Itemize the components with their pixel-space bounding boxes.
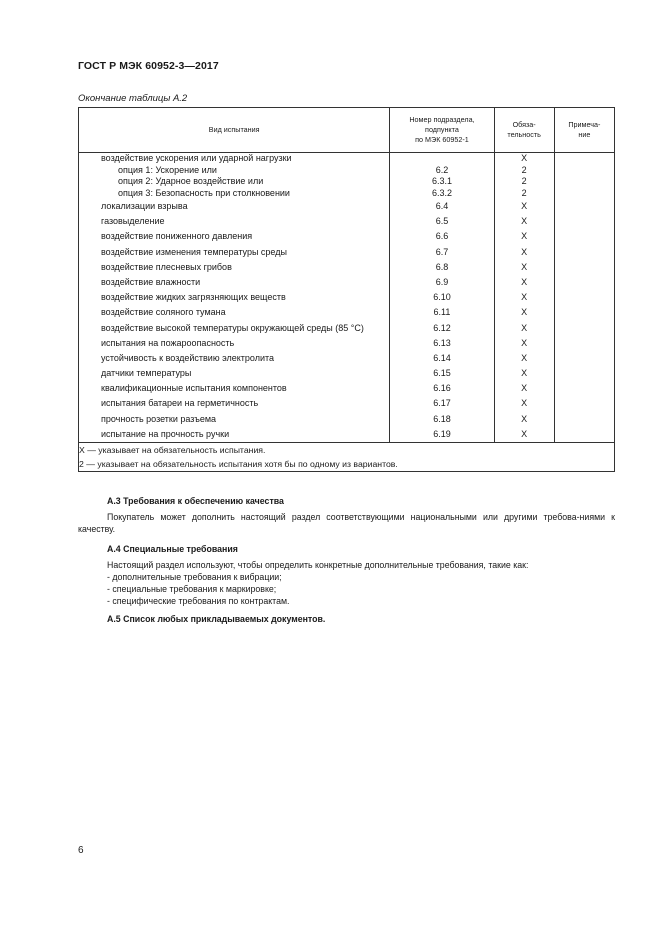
section-a5 <box>78 613 615 625</box>
table-cell-name: квалификационные испытания компонентов <box>101 383 287 394</box>
table-cell-req: 2 <box>521 187 527 198</box>
table-cell-ref: 6.3.2 <box>431 187 452 198</box>
table-cell-name: устойчивость к воздействию электролита <box>101 352 275 363</box>
table-cell-ref: 6.15 <box>433 368 451 379</box>
col-header-note: Примеча- ние <box>554 108 614 153</box>
table-cell-name: воздействие жидких загрязняющих веществ <box>101 292 286 303</box>
table-cell-ref: 6.6 <box>435 231 449 242</box>
table-cell-name: воздействие изменения температуры среды <box>101 246 287 257</box>
note-line: 2 — указывает на обязательность испытания хотя бы по одному из вариантов. <box>79 459 398 469</box>
table-cell-req: X <box>521 383 528 394</box>
table-cell-name: опция 2: Ударное воздействие или <box>118 176 264 186</box>
list-item: - специфические требования по контрактам. <box>107 596 290 606</box>
document-code: ГОСТ Р МЭК 60952-3—2017 <box>78 60 219 72</box>
table-cell-req: X <box>521 428 528 439</box>
table-cell-req: X <box>521 368 528 379</box>
table-cell-name: воздействие высокой температуры окружающей среды (85 °С) <box>101 322 364 333</box>
table-cell-req: X <box>521 337 528 348</box>
table-cell-ref: 6.3.1 <box>431 176 452 186</box>
requirements-table <box>78 107 615 472</box>
table-cell-name: опция 1: Ускорение или <box>118 164 217 175</box>
section-paragraph: Настоящий раздел используют, чтобы определить конкретные дополнительные требования, такие как: <box>107 560 529 570</box>
table-cell-req: X <box>521 307 528 318</box>
section-heading: А.4 Специальные требования <box>107 544 238 554</box>
table-cell-req: X <box>521 201 528 211</box>
table-cell-ref: 6.5 <box>435 216 449 227</box>
table-cell-req: X <box>521 413 528 424</box>
table-cell-name: опция 3: Безопасность при столкновении <box>118 187 290 198</box>
table-cell-ref: 6.17 <box>433 398 451 409</box>
section-heading: А.5 Список любых прикладываемых документов. <box>107 614 326 624</box>
table-cell-name: прочность розетки разъема <box>101 413 217 424</box>
table-cell-ref: 6.4 <box>435 201 449 211</box>
table-cell-ref: 6.18 <box>433 413 451 424</box>
table-cell-name: воздействие плесневых грибов <box>101 261 232 272</box>
table-cell-name: датчики температуры <box>101 368 192 379</box>
table-cell-name: воздействие ускорения или ударной нагрузки <box>101 153 292 163</box>
table-cell-name: газовыделение <box>101 216 165 227</box>
table-cell-req: X <box>521 246 528 257</box>
table-cell-req: X <box>521 398 528 409</box>
table-cell-ref: 6.13 <box>433 337 451 348</box>
table-cell-name: воздействие соляного тумана <box>101 307 226 318</box>
table-cell-ref: 6.19 <box>433 428 451 439</box>
col-header-test-type: Вид испытания <box>79 108 390 153</box>
table-cell-ref: 6.12 <box>433 322 451 333</box>
table-cell-req: 2 <box>521 176 527 186</box>
table-cell-req: X <box>521 153 528 163</box>
table-cell-req: X <box>521 352 528 363</box>
table-header-row <box>79 108 615 153</box>
list-item: - дополнительные требования к вибрации; <box>107 572 282 582</box>
table-notes <box>79 443 615 472</box>
table-cell-ref <box>390 153 493 165</box>
note-line: X — указывает на обязательность испытания. <box>79 445 266 455</box>
column-test-names <box>79 153 390 443</box>
table-cell-ref: 6.7 <box>435 246 449 257</box>
table-cell-ref: 6.2 <box>435 164 449 175</box>
table-cell-ref: 6.10 <box>433 292 451 303</box>
table-cell-ref: 6.11 <box>433 307 451 318</box>
table-cell-req: X <box>521 261 528 272</box>
list-item: - специальные требования к маркировке; <box>107 584 277 594</box>
table-cell-req: X <box>521 231 528 242</box>
section-a3 <box>78 495 615 535</box>
table-caption: Окончание таблицы А.2 <box>78 93 188 104</box>
col-header-mandatory: Обяза- тельность <box>494 108 554 153</box>
table-cell-ref: 6.16 <box>433 383 451 394</box>
page-number: 6 <box>78 845 84 856</box>
table-cell-name: воздействие влажности <box>101 276 201 287</box>
column-mandatory <box>494 153 554 443</box>
column-notes <box>554 153 614 443</box>
table-cell-name: испытания на пожароопасность <box>101 337 235 348</box>
table-cell-name: испытание на прочность ручки <box>101 428 230 439</box>
table-cell-req: X <box>521 322 528 333</box>
col-header-subclause: Номер подраздела, подпункта по МЭК 60952-1 <box>390 108 494 153</box>
table-cell-req: 2 <box>521 164 527 175</box>
table-cell-ref: 6.9 <box>435 276 449 287</box>
table-notes-row <box>79 443 615 472</box>
column-subclause <box>390 153 494 443</box>
table-cell-ref: 6.14 <box>433 352 451 363</box>
table-cell-name: испытания батареи на герметичность <box>101 398 259 409</box>
section-heading: А.3 Требования к обеспечению качества <box>107 496 284 506</box>
table-cell-req: X <box>521 276 528 287</box>
section-paragraph: Покупатель может дополнить настоящий раздел соответствующими национальными или другими требова-ниями к качеству. <box>78 512 615 534</box>
table-cell-name: воздействие пониженного давления <box>101 231 253 242</box>
table-cell-req: X <box>521 216 528 227</box>
section-a4 <box>78 543 615 607</box>
table-cell-req: X <box>521 292 528 303</box>
table-cell-name: локализации взрыва <box>101 201 188 211</box>
table-body <box>79 153 615 443</box>
table-cell-ref: 6.8 <box>435 261 449 272</box>
